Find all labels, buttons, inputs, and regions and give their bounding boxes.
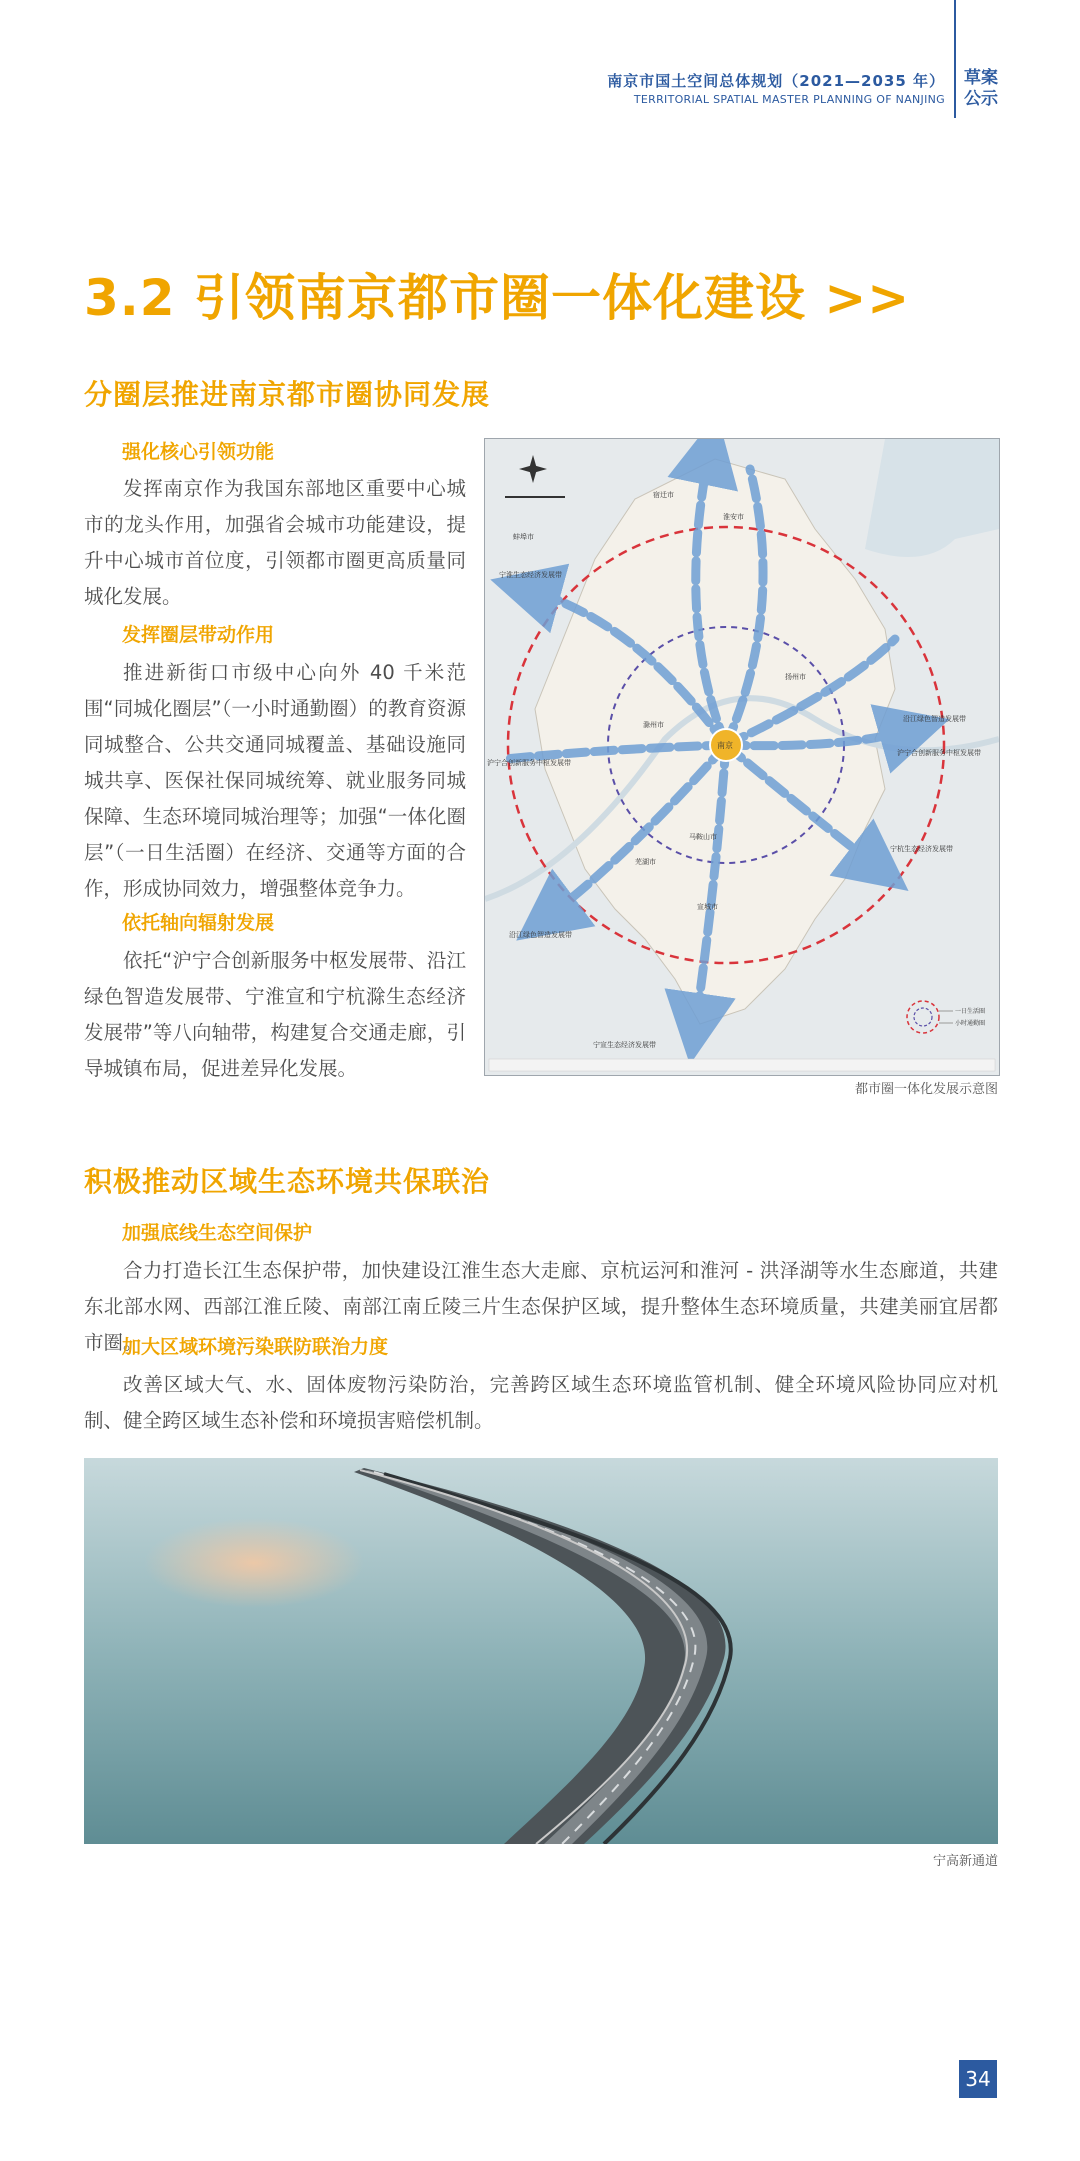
legend-daily: 一日生活圈 <box>955 1008 986 1015</box>
label-huning-w: 沪宁合创新服务中枢发展带 <box>487 759 571 767</box>
draft-badge <box>964 68 1004 110</box>
legend-commute: 小时通勤圈 <box>955 1020 986 1027</box>
item-title-axis: 依托轴向辐射发展 <box>122 912 275 934</box>
label-yangzhou: 扬州市 <box>785 673 806 681</box>
label-suqian: 宿迁市 <box>653 491 674 499</box>
item-text-eco: 合力打造长江生态保护带，加快建设江淮生态大走廊、京杭运河和淮河 - 洪泽湖等水生态廊道，共建东北部水网、西部江淮丘陵、南部江南丘陵三片生态保护区域，提升整体生态环境质量，共建美丽宜居都市圈。 <box>84 1259 998 1354</box>
map-bottom-legend-strip <box>489 1059 995 1071</box>
item-title-ring: 发挥圈层带动作用 <box>122 624 275 646</box>
label-ningxuan: 宁宣生态经济发展带 <box>593 1041 656 1049</box>
label-maanshan: 马鞍山市 <box>689 833 717 841</box>
part1-heading: 分圈层推进南京都市圈协同发展 <box>84 378 491 411</box>
map-caption: 都市圈一体化发展示意图 <box>854 1082 998 1097</box>
part2-heading: 积极推动区域生态环境共保联治 <box>84 1165 491 1198</box>
cloud-reflection <box>144 1518 364 1608</box>
label-ninghuai: 宁淮生态经济发展带 <box>499 571 562 579</box>
section-title: 3.2 引领南京都市圈一体化建设 >> <box>84 269 911 327</box>
label-huning-e: 沪宁合创新服务中枢发展带 <box>897 749 981 757</box>
item-title-core: 强化核心引领功能 <box>122 441 275 463</box>
draft-badge-line1: 草案 <box>964 68 998 88</box>
draft-badge-line2: 公示 <box>964 89 998 109</box>
item-title-pollution: 加大区域环境污染联防联治力度 <box>122 1336 389 1358</box>
item-text-ring: 推进新街口市级中心向外 40 千米范围“同城化圈层”（一小时通勤圈）的教育资源同城整合、公共交通同城覆盖、基础设施同城共享、医保社保同城统筹、就业服务同城保障、生态环境同城治理等；加强“一体化圈层”（一日生活圈）在经济、交通等方面的合作，形成协同效力，增强整体竞争力。 <box>84 661 466 900</box>
label-chuzhou: 滁州市 <box>643 721 664 729</box>
item-text-axis: 依托“沪宁合创新服务中枢发展带、沿江绿色智造发展带、宁淮宣和宁杭滁生态经济发展带”等八向轴带，构建复合交通走廊，引导城镇布局，促进差异化发展。 <box>84 949 466 1080</box>
label-bengbu: 蚌埠市 <box>513 533 534 541</box>
item-text-core: 发挥南京作为我国东部地区重要中心城市的龙头作用，加强省会城市功能建设，提升中心城市首位度，引领都市圈更高质量同城化发展。 <box>84 477 466 608</box>
bridge-photo <box>84 1458 998 1844</box>
label-xuancheng: 宣城市 <box>697 903 718 911</box>
map-svg <box>485 439 999 1075</box>
photo-caption: 宁高新通道 <box>932 1854 998 1869</box>
label-ninghang: 宁杭生态经济发展带 <box>890 845 953 853</box>
label-huaian: 淮安市 <box>723 513 744 521</box>
label-nanjing: 南京 <box>717 741 733 750</box>
header-divider <box>954 0 956 118</box>
header-title-en: TERRITORIAL SPATIAL MASTER PLANNING OF NANJING <box>633 93 945 106</box>
label-yanjiang-s: 沿江绿色智造发展带 <box>509 931 572 939</box>
label-wuhu: 芜湖市 <box>635 858 656 866</box>
metro-integration-map <box>484 438 1000 1076</box>
sea <box>84 1458 998 1844</box>
label-yanjiang-n: 沿江绿色智造发展带 <box>903 715 966 723</box>
header-title-cn: 南京市国土空间总体规划（2021—2035 年） <box>607 72 945 90</box>
bridge-photo-svg <box>84 1458 998 1844</box>
item-text-pollution: 改善区域大气、水、固体废物污染防治，完善跨区域生态环境监管机制、健全环境风险协同应对机制、健全跨区域生态补偿和环境损害赔偿机制。 <box>84 1373 998 1432</box>
page-number: 34 <box>959 2060 997 2098</box>
item-title-eco: 加强底线生态空间保护 <box>122 1222 313 1244</box>
